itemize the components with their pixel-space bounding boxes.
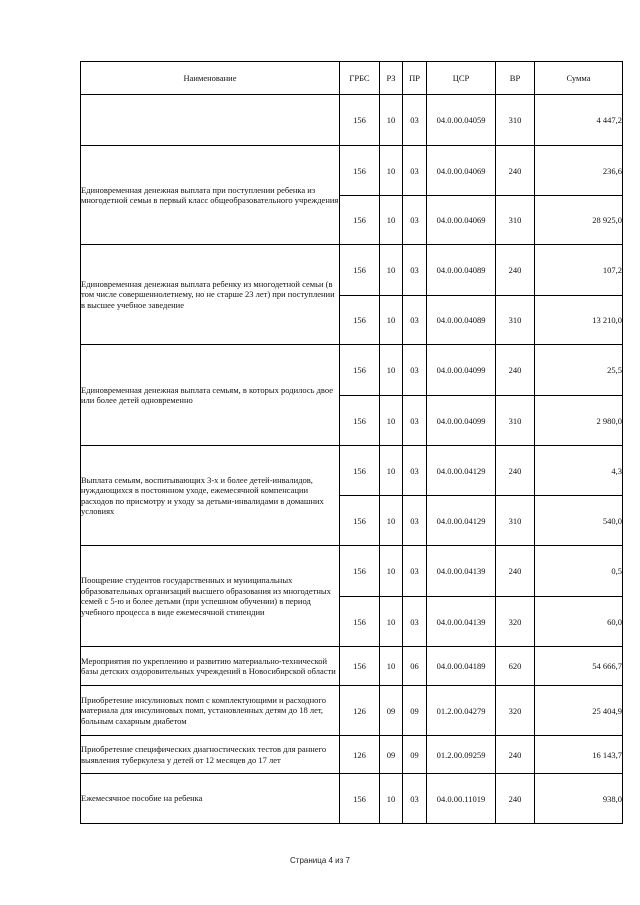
table-row (81, 345, 623, 396)
row-name-cell: Единовременная денежная выплата ребенку из многодетной семьи (в том числе совершеннолетнему, но не старше 23 лет) при поступлении в высшее учебное заведение (81, 245, 340, 345)
cell-rz: 10 (380, 774, 403, 824)
cell-rz: 10 (380, 146, 403, 196)
cell-vr: 240 (496, 245, 535, 296)
table-header-row (81, 62, 623, 95)
cell-vr: 240 (496, 736, 535, 774)
cell-pr: 03 (403, 396, 427, 446)
cell-grbs: 126 (340, 736, 380, 774)
cell-vr: 310 (496, 496, 535, 546)
cell-pr: 06 (403, 647, 427, 686)
cell-sum: 54 666,7 (535, 647, 623, 686)
cell-sum: 107,2 (535, 245, 623, 296)
cell-rz: 10 (380, 296, 403, 345)
header-grbs: ГРБС (340, 62, 380, 95)
header-vr: ВР (496, 62, 535, 95)
header-rz: РЗ (380, 62, 403, 95)
cell-grbs: 126 (340, 686, 380, 736)
cell-rz: 10 (380, 245, 403, 296)
cell-csr: 04.0.00.11019 (427, 774, 496, 824)
cell-grbs: 156 (340, 546, 380, 597)
header-name: Наименование (81, 62, 340, 95)
table-row (81, 95, 623, 146)
cell-vr: 620 (496, 647, 535, 686)
cell-rz: 10 (380, 546, 403, 597)
table-row (81, 736, 623, 774)
table-row (81, 146, 623, 196)
cell-pr: 03 (403, 546, 427, 597)
cell-grbs: 156 (340, 345, 380, 396)
cell-rz: 10 (380, 95, 403, 146)
cell-pr: 03 (403, 446, 427, 496)
header-pr: ПР (403, 62, 427, 95)
cell-grbs: 156 (340, 647, 380, 686)
cell-sum: 4 447,2 (535, 95, 623, 146)
cell-vr: 320 (496, 597, 535, 647)
cell-pr: 03 (403, 196, 427, 245)
table-row (81, 647, 623, 686)
row-name-cell (81, 95, 340, 146)
cell-rz: 10 (380, 345, 403, 396)
cell-vr: 320 (496, 686, 535, 736)
row-name-cell: Приобретение инсулиновых помп с комплектующими и расходного материала для инсулиновых помп, установленных детям до 18 лет, больным сахарным диабетом (81, 686, 340, 736)
table-row (81, 686, 623, 736)
cell-vr: 240 (496, 546, 535, 597)
cell-csr: 04.0.00.04129 (427, 496, 496, 546)
cell-grbs: 156 (340, 597, 380, 647)
cell-csr: 04.0.00.04139 (427, 597, 496, 647)
cell-pr: 03 (403, 95, 427, 146)
row-name-cell: Ежемесячное пособие на ребенка (81, 774, 340, 824)
cell-sum: 60,0 (535, 597, 623, 647)
cell-vr: 310 (496, 296, 535, 345)
cell-sum: 25 404,9 (535, 686, 623, 736)
row-name-cell: Приобретение специфических диагностических тестов для раннего выявления туберкулеза у детей от 12 месяцев до 17 лет (81, 736, 340, 774)
cell-pr: 03 (403, 296, 427, 345)
cell-csr: 04.0.00.04069 (427, 146, 496, 196)
cell-grbs: 156 (340, 774, 380, 824)
cell-grbs: 156 (340, 496, 380, 546)
cell-pr: 03 (403, 146, 427, 196)
cell-csr: 01.2.00.09259 (427, 736, 496, 774)
cell-pr: 03 (403, 345, 427, 396)
cell-csr: 04.0.00.04089 (427, 245, 496, 296)
cell-pr: 03 (403, 597, 427, 647)
cell-csr: 04.0.00.04059 (427, 95, 496, 146)
cell-sum: 16 143,7 (535, 736, 623, 774)
cell-grbs: 156 (340, 396, 380, 446)
cell-sum: 540,0 (535, 496, 623, 546)
cell-grbs: 156 (340, 245, 380, 296)
cell-grbs: 156 (340, 296, 380, 345)
cell-grbs: 156 (340, 146, 380, 196)
cell-grbs: 156 (340, 196, 380, 245)
cell-csr: 04.0.00.04099 (427, 396, 496, 446)
cell-grbs: 156 (340, 95, 380, 146)
header-sum: Сумма (535, 62, 623, 95)
cell-pr: 03 (403, 774, 427, 824)
cell-sum: 0,5 (535, 546, 623, 597)
row-name-cell: Поощрение студентов государственных и муниципальных образовательных организаций высшего образования из многодетных семей с 5-ю и более детьми (при успешном обучении) в период учебного процесса в виде ежемесячной стипендии (81, 546, 340, 647)
cell-csr: 04.0.00.04139 (427, 546, 496, 597)
cell-csr: 04.0.00.04089 (427, 296, 496, 345)
cell-rz: 10 (380, 396, 403, 446)
cell-sum: 25,5 (535, 345, 623, 396)
cell-csr: 04.0.00.04069 (427, 196, 496, 245)
table-row (81, 245, 623, 296)
cell-csr: 04.0.00.04129 (427, 446, 496, 496)
row-name-cell: Единовременная денежная выплата семьям, в которых родилось двое или более детей одновременно (81, 345, 340, 446)
cell-sum: 938,0 (535, 774, 623, 824)
cell-grbs: 156 (340, 446, 380, 496)
cell-rz: 09 (380, 686, 403, 736)
table-body (81, 95, 623, 824)
header-csr: ЦСР (427, 62, 496, 95)
cell-vr: 310 (496, 396, 535, 446)
cell-sum: 28 925,0 (535, 196, 623, 245)
cell-csr: 04.0.00.04099 (427, 345, 496, 396)
row-name-cell: Мероприятия по укреплению и развитию материально-технической базы детских оздоровительных учреждений в Новосибирской области (81, 647, 340, 686)
table-row (81, 774, 623, 824)
cell-sum: 13 210,0 (535, 296, 623, 345)
cell-rz: 10 (380, 496, 403, 546)
cell-pr: 03 (403, 496, 427, 546)
cell-rz: 10 (380, 446, 403, 496)
cell-csr: 01.2.00.04279 (427, 686, 496, 736)
cell-sum: 236,6 (535, 146, 623, 196)
cell-sum: 4,3 (535, 446, 623, 496)
cell-vr: 310 (496, 196, 535, 245)
cell-vr: 310 (496, 95, 535, 146)
cell-rz: 09 (380, 736, 403, 774)
cell-vr: 240 (496, 774, 535, 824)
cell-rz: 10 (380, 597, 403, 647)
table-row (81, 446, 623, 496)
cell-rz: 10 (380, 196, 403, 245)
cell-vr: 240 (496, 146, 535, 196)
budget-table (80, 61, 623, 824)
cell-pr: 09 (403, 686, 427, 736)
row-name-cell: Единовременная денежная выплата при поступлении ребенка из многодетной семьи в первый класс общеобразовательного учреждения (81, 146, 340, 245)
page-footer: Страница 4 из 7 (290, 856, 350, 865)
cell-pr: 09 (403, 736, 427, 774)
cell-rz: 10 (380, 647, 403, 686)
cell-csr: 04.0.00.04189 (427, 647, 496, 686)
cell-sum: 2 980,0 (535, 396, 623, 446)
cell-vr: 240 (496, 345, 535, 396)
table-row (81, 546, 623, 597)
cell-pr: 03 (403, 245, 427, 296)
row-name-cell: Выплата семьям, воспитывающих 3-х и более детей-инвалидов, нуждающихся в постоянном уходе, ежемесячной компенсации расходов по присмотру и уходу за детьми-инвалидами в домашних условиях (81, 446, 340, 546)
cell-vr: 240 (496, 446, 535, 496)
